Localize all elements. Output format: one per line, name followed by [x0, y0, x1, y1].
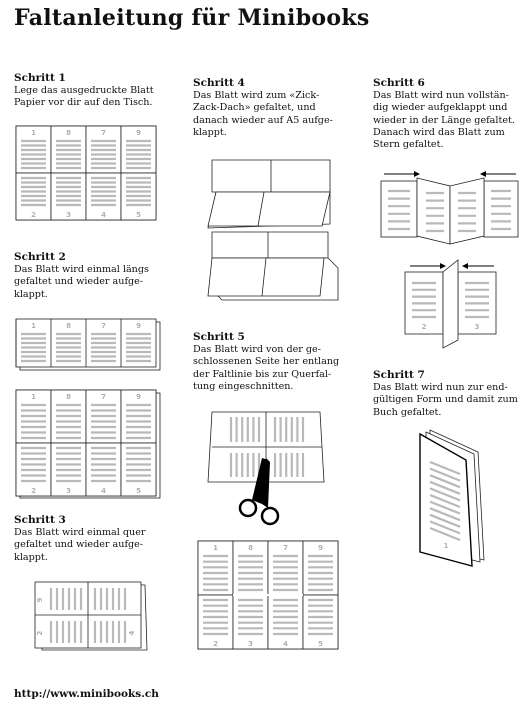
step-2-heading: Schritt 2 — [14, 251, 66, 263]
page-number: 9 — [136, 322, 141, 330]
roof-front — [208, 192, 330, 226]
page-number: 9 — [36, 597, 44, 603]
page-number: 3 — [66, 211, 71, 219]
scissors-handle — [262, 508, 278, 524]
sheet-step-2-folded — [16, 319, 160, 370]
page-number: 8 — [66, 129, 71, 137]
step-7-heading: Schritt 7 — [373, 369, 425, 381]
page-number: 7 — [101, 322, 106, 330]
page-number: 1 — [443, 542, 449, 550]
star-fold-small — [405, 260, 496, 348]
page-number: 7 — [283, 544, 288, 552]
page-number: 4 — [101, 487, 106, 495]
finished-book — [420, 430, 484, 566]
roof-back — [212, 232, 328, 258]
page-number: 2 — [36, 630, 44, 636]
page-number: 4 — [128, 630, 136, 636]
page-number: 8 — [66, 393, 71, 401]
cut-fold — [208, 412, 324, 524]
star-spine — [443, 260, 458, 348]
step-2-text: Das Blatt wird einmal längs gefaltet und wieder aufge-klappt. — [14, 264, 149, 300]
page-number: 2 — [31, 211, 36, 219]
footer-url: http://www.minibooks.ch — [14, 688, 159, 700]
page-number: 2 — [421, 323, 427, 331]
page-number: 1 — [213, 544, 218, 552]
step-1-heading: Schritt 1 — [14, 72, 66, 84]
page-number: 5 — [136, 211, 141, 219]
star-fold — [381, 171, 518, 244]
page-number: 8 — [66, 322, 71, 330]
page-number: 4 — [283, 640, 288, 648]
page-number: 4 — [101, 211, 106, 219]
page-number: 8 — [248, 544, 253, 552]
arrow-head — [462, 263, 468, 269]
page-number: 1 — [31, 322, 36, 330]
page-number: 2 — [213, 640, 218, 648]
arrow-head — [440, 263, 446, 269]
page-title: Faltanleitung für Minibooks — [14, 5, 370, 31]
page-number: 3 — [474, 323, 480, 331]
step-4-heading: Schritt 4 — [193, 77, 245, 89]
page-number: 9 — [136, 393, 141, 401]
page-number: 7 — [101, 129, 106, 137]
page-number: 9 — [318, 544, 323, 552]
roof-fold-large — [208, 160, 330, 228]
step-1-text: Lege das ausgedruckte Blatt Papier vor dir auf den Tisch. — [14, 85, 154, 109]
page-number: 1 — [31, 393, 36, 401]
star-panel — [417, 178, 450, 244]
step-7-text: Das Blatt wird nun zur end-gültigen Form und damit zum Buch gefaltet. — [373, 382, 518, 418]
page-number: 3 — [66, 487, 71, 495]
step-5-heading: Schritt 5 — [193, 331, 245, 343]
roof-front — [208, 258, 324, 296]
arrow-head — [414, 171, 420, 177]
page-number: 2 — [31, 487, 36, 495]
page-number: 5 — [318, 640, 323, 648]
page-number: 1 — [31, 129, 36, 137]
roof-fold-small — [208, 232, 338, 300]
page-number: 3 — [248, 640, 253, 648]
step-4-text: Das Blatt wird zum «Zick-Zack-Dach» gefaltet, und danach wieder auf A5 aufge-klappt. — [193, 90, 333, 138]
page-number: 7 — [101, 393, 106, 401]
page-number: 9 — [136, 129, 141, 137]
star-panel — [450, 178, 484, 244]
step-3-heading: Schritt 3 — [14, 514, 66, 526]
step-3-text: Das Blatt wird einmal quer gefaltet und wieder aufge-klappt. — [14, 527, 146, 563]
sheet-step-2 — [16, 390, 156, 496]
page-number: 5 — [136, 487, 141, 495]
scissors-handle — [240, 500, 256, 516]
step-6-heading: Schritt 6 — [373, 77, 425, 89]
sheet-step-1 — [16, 126, 156, 220]
step-5-text: Das Blatt wird von der ge-schlossenen Seite her entlang der Faltlinie bis zur Querfal-tung eingeschnitten. — [193, 344, 340, 392]
sheet-step-3 — [35, 582, 147, 650]
arrow-head — [480, 171, 486, 177]
step-6-text: Das Blatt wird nun vollstän-dig wieder aufgeklappt und wieder in der Länge gefaltet. Danach wird das Blatt zum Stern gefaltet. — [373, 90, 515, 151]
